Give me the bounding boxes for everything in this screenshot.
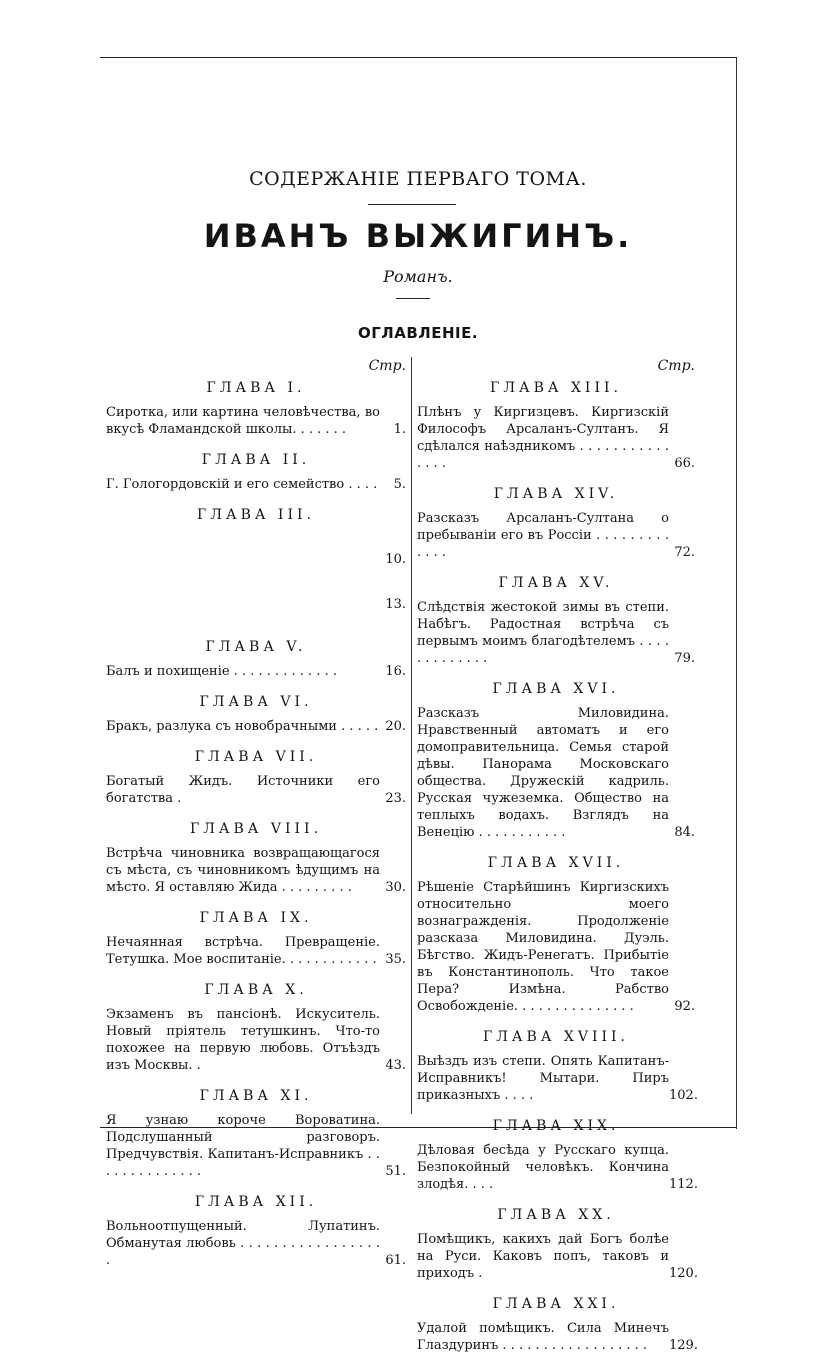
entry-page: 72. [674,545,695,560]
chapter-title: ГЛАВА VIII. [189,821,323,837]
toc-entry[interactable] [106,1112,406,1180]
entry-page: 120. [669,1266,698,1281]
chapter-title: ГЛАВА XVI. [492,681,620,697]
novel-title: ИВАНЪ ВЫЖИГИНЪ. [203,217,633,255]
chapter-title: ГЛАВА III. [197,507,315,523]
entry-text: Встрѣча чиновника возвращающагося съ мѣста, съ чиновникомъ ѣдущимъ на мѣсто. Я оставляю Жида . . . . . . . . . [106,846,380,895]
toc-entry[interactable] [417,1231,698,1282]
entry-page: 30. [385,880,406,895]
entry-text: Вольноотпущенный. Лупатинъ. Обманутая любовь . . . . . . . . . . . . . . . . . . [106,1219,380,1268]
frame-top-rule [100,57,737,58]
toc-entry[interactable] [106,845,406,896]
entry-text: Г. Гологордовскій и его семейство . . . . [106,477,378,492]
entry-page: 129. [669,1338,698,1353]
entry-page: 23. [385,791,406,806]
entry-text: Разсказъ Миловидина. Нравственный автоматъ и его домоправительница. Семья старой дѣвы. Панорама Московскаго общества. Дружескій кадриль. Русская чужеземка. Общество на теплыхъ водахъ. Взглядъ на Венецію . . . . . . . . . . . [417,706,669,840]
entry-text: Балъ и похищеніе . . . . . . . . . . . . . [106,664,337,679]
entry-text: Помѣщикъ, какихъ дай Богъ болѣе на Руси. Каковъ попъ, таковъ и приходъ . [417,1232,669,1281]
chapter-title: ГЛАВА XX. [497,1207,615,1223]
toc-entry[interactable] [417,599,695,667]
entry-text: Сиротка, или картина человѣчества, во вкусѣ Фламандской школы. . . . . . . [106,405,380,437]
chapter-title: ГЛАВА I. [206,380,306,396]
contents-title: СОДЕРЖАНІЕ ПЕРВАГО ТОМА. [249,168,587,190]
page-label: Стр. [368,358,406,374]
entry-page: 51. [385,1164,406,1179]
toc-entry[interactable] [417,1053,698,1104]
entry-text: Бракъ, разлука съ новобрачными . . . . . [106,719,379,734]
entry-text: Дѣловая бесѣда у Русскаго купца. Безпокойный человѣкъ. Кончина злодѣя. . . . [417,1143,669,1192]
chapter-title: ГЛАВА X. [204,982,308,998]
column-divider [411,357,412,1114]
toc-entry[interactable] [106,551,406,568]
title-rule [368,204,456,205]
entry-page: 10. [385,552,406,567]
toc-entry[interactable] [106,773,406,807]
entry-text: Я узнаю короче Вороватина. Подслушанный разговоръ. Предчувствія. Капитанъ-Исправникъ . . . . . . . . . . . . . . [106,1113,380,1179]
toc-entry[interactable] [106,663,406,680]
chapter-title: ГЛАВА XVII. [487,855,625,871]
toc-entry[interactable] [417,705,695,841]
chapter-title: ГЛАВА XIV. [493,486,619,502]
entry-text: Рѣшеніе Старѣйшинъ Киргизскихъ относительно моего вознагражденія. Продолженіе разсказа Миловидина. Дуэль. Бѣгство. Жидъ-Ренегатъ. Прибытіе въ Константинополь. Что такое Пера? Измѣна. Рабство Освобожденіе. . . . . . . . . . . . . . . [417,880,669,1014]
chapter-title: ГЛАВА XIII. [490,380,622,396]
entry-page: 5. [393,477,406,492]
entry-page: 102. [669,1088,698,1103]
novel-subtitle: Романъ. [383,267,453,286]
entry-page: 112. [669,1177,698,1192]
chapter-title: ГЛАВА II. [201,452,311,468]
frame-right-rule [736,57,737,1129]
entry-page: 84. [674,825,695,840]
chapter-title: ГЛАВА V. [205,639,307,655]
entry-page: 1. [393,422,406,437]
chapter-title: ГЛАВА XII. [194,1194,318,1210]
entry-text: Разсказъ Арсаланъ-Султана о пребываніи его въ Россіи . . . . . . . . . . . . . [417,511,669,560]
toc-entry[interactable] [106,934,406,968]
toc-entry[interactable] [417,1142,698,1193]
toc-entry[interactable] [106,404,406,438]
entry-page: 66. [674,456,695,471]
entry-page: 61. [385,1253,406,1268]
chapter-title: ГЛАВА XI. [199,1088,313,1104]
chapter-title: ГЛАВА XV. [498,575,614,591]
toc-entry[interactable] [417,879,695,1015]
chapter-title: ГЛАВА IX. [199,910,313,926]
chapter-title: ГЛАВА XVIII. [482,1029,629,1045]
page-label: Стр. [657,358,695,374]
toc-entry[interactable] [106,1006,406,1074]
entry-text: Выѣздъ изъ степи. Опять Капитанъ-Исправникъ! Мытари. Пиръ приказныхъ . . . . [417,1054,669,1103]
subtitle-rule [396,298,430,299]
toc-entry[interactable] [106,596,406,613]
entry-text: Богатый Жидъ. Источники его богатства . [106,774,380,806]
toc-right-column [417,356,698,1354]
toc-heading: ОГЛАВЛЕНІЕ. [357,324,479,342]
entry-text: Слѣдствія жестокой зимы въ степи. Набѣгъ. Радостная встрѣча съ первымъ моимъ благодѣтелемъ . . . . . . . . . . . . . [417,600,669,666]
entry-page: 35. [385,952,406,967]
entry-text: Нечаянная встрѣча. Превращеніе. Тетушка. Мое воспитаніе. . . . . . . . . . . . [106,935,380,967]
chapter-title: ГЛАВА XIX. [492,1118,620,1134]
toc-entry[interactable] [106,718,406,735]
entry-page: 13. [385,597,406,612]
entry-page: 20. [385,719,406,734]
toc-left-column [106,356,406,1269]
toc-entry[interactable] [106,1218,406,1269]
toc-entry[interactable] [417,510,695,561]
entry-text: Плѣнъ у Киргизцевъ. Киргизскій Философъ Арсаланъ-Султанъ. Я сдѣлался наѣздникомъ . . . . . . . . . . . . . . . [417,405,669,471]
entry-page: 92. [674,999,695,1014]
entry-page: 79. [674,651,695,666]
toc-entry[interactable] [417,1320,698,1354]
chapter-title: ГЛАВА XXI. [492,1296,620,1312]
entry-page: 16. [385,664,406,679]
chapter-title: ГЛАВА VI. [199,694,313,710]
entry-text: Удалой помѣщикъ. Сила Минечъ Глаздуринъ . . . . . . . . . . . . . . . . . . [417,1321,669,1353]
toc-entry[interactable] [106,476,406,493]
entry-page: 43. [385,1058,406,1073]
entry-text: Экзаменъ въ пансіонѣ. Искуситель. Новый пріятель тетушкинъ. Что-то похожее на первую любовь. Отъѣздъ изъ Москвы. . [106,1007,380,1073]
toc-entry[interactable] [417,404,695,472]
chapter-title: ГЛАВА VII. [194,749,318,765]
